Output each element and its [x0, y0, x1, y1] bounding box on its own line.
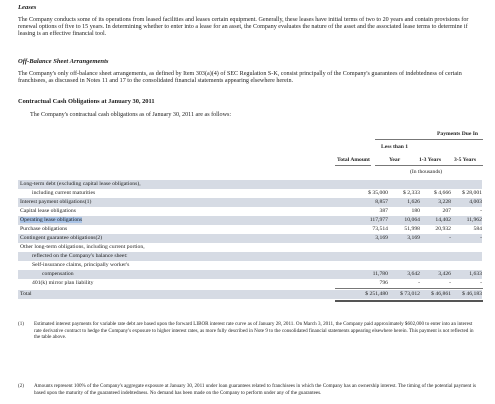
table-row [18, 198, 482, 207]
year1-value: $ 73,012 [400, 291, 420, 297]
row-label: 401(k) mirror plan liability [32, 280, 94, 286]
1-3-years-header: 1-3 Years [419, 157, 442, 163]
y13-value: 207 [442, 208, 451, 214]
footnote-text: Estimated interest payments for variable rate debt are based upon the forward LIBOR interest rate curve as of January 28, 2011. On March 3, 2011, the Company paid approximately $602,000 to enter into an interest rate derivative contract to hedge the Company's exposure to higher interest rates, as more fully described in Note 9 to the consolidated financial statements appearing elsewhere herein. This payment is not reflected in the table above. [34, 321, 474, 341]
footnote-number: (1) [18, 321, 24, 327]
table-row [18, 270, 482, 279]
payments-due-rule [375, 139, 483, 140]
total-rule [335, 165, 371, 166]
year1-value: 3,642 [407, 271, 420, 277]
row-label: Interest payment obligations(1) [20, 199, 92, 205]
y13-value: 20,932 [435, 226, 451, 232]
y35-value: - [480, 208, 482, 214]
table-row [18, 225, 482, 234]
table-row [18, 290, 482, 299]
total-value: 8,857 [375, 199, 388, 205]
footnote-2 [18, 383, 483, 401]
y35-value: $ 28,001 [462, 190, 482, 196]
total-double-rule [335, 300, 483, 302]
y35-value: 4,003 [469, 199, 482, 205]
table-row [18, 279, 482, 288]
row-label: Self-insurance claims, principally worker's [32, 262, 130, 268]
row-label: Total [20, 291, 32, 297]
y13-value: 3,228 [438, 199, 451, 205]
year1-value: 1,626 [407, 199, 420, 205]
table-row [18, 234, 482, 243]
y35-value: 584 [473, 226, 482, 232]
year1-value: $ 2,333 [402, 190, 420, 196]
payments-due-header: Payments Due In [437, 131, 479, 137]
3-5-years-header: 3-5 Years [454, 157, 477, 163]
y35-value: - [480, 280, 482, 286]
years-rule [375, 165, 483, 166]
year1-value: - [418, 280, 420, 286]
row-label: reflected on the Company's balance sheet: [32, 253, 128, 259]
table-row [18, 180, 482, 189]
row-label: including current maturities [32, 190, 96, 196]
row-label: Purchase obligations [20, 226, 68, 232]
total-value: 387 [379, 208, 388, 214]
y13-value: $ 46,861 [431, 291, 451, 297]
row-label: Contingent guarantee obligations(2) [20, 235, 103, 241]
y13-value: - [449, 235, 451, 241]
footnote-1 [18, 321, 483, 351]
leases-heading: Leases [18, 4, 37, 11]
year1-value: 3,169 [407, 235, 420, 241]
y35-value: 1,633 [469, 271, 482, 277]
footnote-text: Amounts represent 100% of the Company's aggregate exposure at January 30, 2011 under loan guarantees related to franchisees in which the Company has an ownership interest. The timing of the potential payment is based upon the maturity of the guaranteed indebtedness. No demand has been made on the Company to perform under any of the guarantees. [34, 383, 476, 396]
footnote-number: (2) [18, 383, 24, 389]
subtotal-rule [335, 288, 483, 289]
row-label: compensation [42, 271, 74, 277]
contractual-heading: Contractual Cash Obligations at January 30, 2011 [18, 98, 155, 105]
total-value: 3,169 [375, 235, 388, 241]
y35-value: 11,962 [466, 217, 482, 223]
total-value: $ 251,480 [365, 291, 388, 297]
total-value: $ 35,000 [368, 190, 388, 196]
total-value: 796 [379, 280, 388, 286]
table-row [18, 207, 482, 216]
total-value: 11,780 [372, 271, 388, 277]
y35-value: - [480, 235, 482, 241]
y13-value: 3,426 [438, 271, 451, 277]
contractual-paragraph: The Company's contractual cash obligations as of January 30, 2011 are as follows: [30, 112, 232, 118]
table-row [18, 216, 482, 225]
table-row [18, 252, 482, 261]
year-header: Year [389, 157, 401, 163]
row-label: Operating lease obligations [20, 217, 83, 223]
row-label: Other long-term obligations, including current portion, [20, 244, 145, 250]
table-row [18, 261, 482, 270]
row-label: Capital lease obligations [20, 208, 76, 214]
table-row [18, 189, 482, 198]
offbalance-heading: Off-Balance Sheet Arrangements [18, 58, 109, 65]
table-row [18, 243, 482, 252]
y13-value: $ 4,666 [433, 190, 451, 196]
y35-value: $ 46,183 [462, 291, 482, 297]
less-than-1-header: Less than 1 [381, 144, 409, 150]
year1-value: 51,998 [404, 226, 420, 232]
offbalance-paragraph: The Company's only off-balance sheet arrangements, as defined by Item 303(a)(4) of SEC Regulation S-K, consist principally of the Company's guarantees of indebtedness of certain franchisees, as discussed in Notes 11 and 17 to the consolidated financial statements appearing elsewhere herein. [18, 71, 462, 84]
leases-paragraph: The Company conducts some of its operations from leased facilities and leases certain equipment. Generally, these leases have initial terms of two to 20 years and contain provisions for renewal options of five to 15 years. In determining whether to enter into a lease for an asset, the Company evaluates the nature of the asset and the associated lease terms to determine if leasing is an effective financial tool. [18, 17, 469, 37]
y13-value: - [449, 280, 451, 286]
year1-value: 180 [411, 208, 420, 214]
thousands-note: (In thousands) [410, 169, 443, 175]
total-value: 73,514 [372, 226, 388, 232]
year1-value: 10,064 [404, 217, 420, 223]
total-value: 117,977 [369, 217, 388, 223]
y13-value: 14,402 [435, 217, 451, 223]
row-label: Long-term debt (excluding capital lease obligations), [20, 181, 141, 187]
total-amount-header: Total Amount [337, 157, 370, 163]
